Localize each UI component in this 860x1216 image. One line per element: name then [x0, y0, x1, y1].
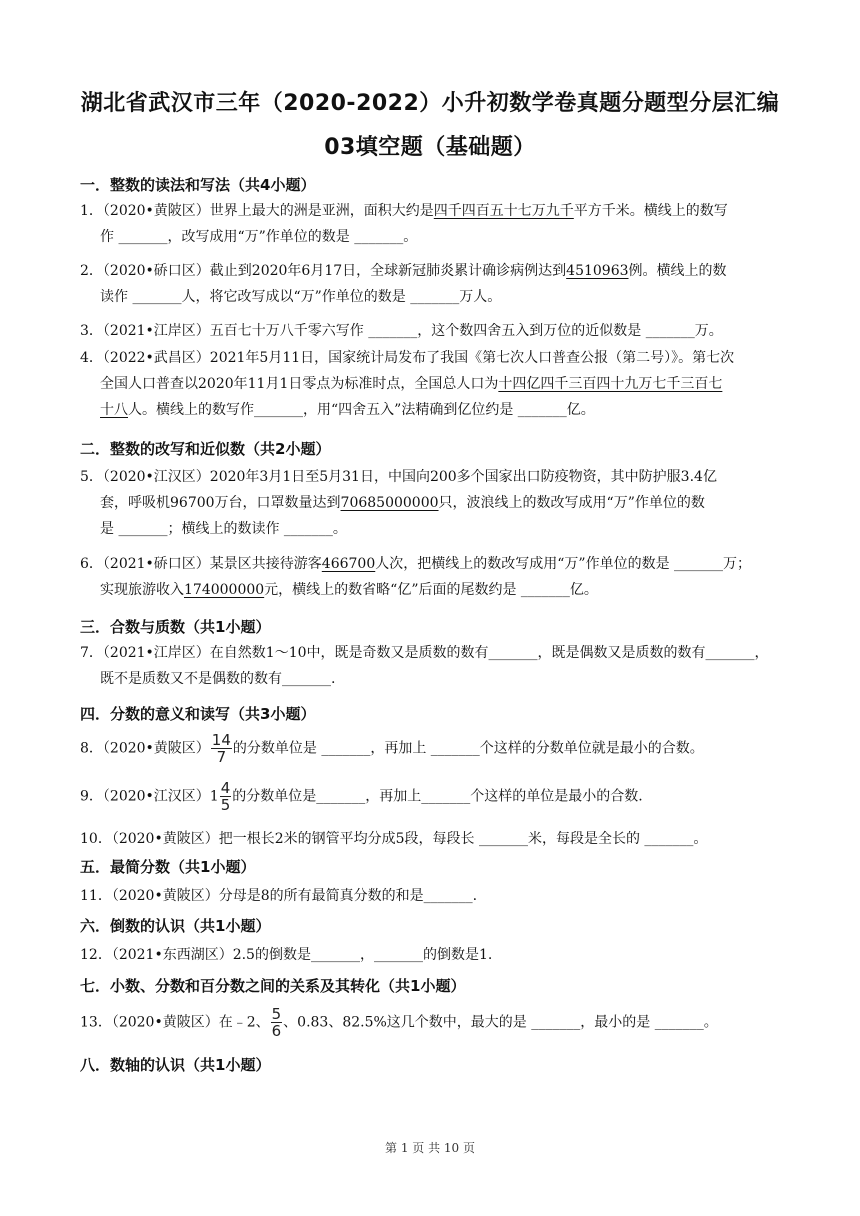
question-2: 2．（2020•硚口区）截止到2020年6月17日，全球新冠肺炎累计确诊病例达到4510963例。横线上的数 读作 _______人，将它改写成以“万”作单位的数是 _______万人。: [80, 263, 727, 305]
wavy-underlined-text: 70685000000: [340, 495, 439, 511]
section-heading: 三．合数与质数（共1小题）: [80, 618, 271, 636]
question-1: 1．（2020•黄陂区）世界上最大的洲是亚洲，面积大约是四千四百五十七万九千平方千米。横线上的数写 作 _______，改写成用“万”作单位的数是 _______。: [80, 203, 728, 245]
question-7: 7．（2021•江岸区）在自然数1～10中，既是奇数又是质数的数有_______，既是偶数又是质数的数有_______， 既不是质数又不是偶数的数有_______.: [80, 645, 769, 687]
fraction: $\frac{5}{6}$: [271, 1005, 282, 1040]
question-13: 13．（2020•黄陂区）在﹣2、 $\frac{5}{6}$ 、0.83、82.5%这几个数中，最大的是 _______，最小的是 _______。: [80, 1005, 718, 1040]
section-heading: 八．数轴的认识（共1小题）: [80, 1056, 271, 1074]
question-6: 6．（2021•硚口区）某景区共接待游客466700人次，把横线上的数改写成用“万”作单位的数是 _______万； 实现旅游收入174000000元，横线上的数省略“亿”后面的尾数约是 _______亿。: [80, 556, 752, 598]
fraction: $\frac{14}{7}$: [211, 731, 231, 766]
question-10: 10．（2020•黄陂区）把一根长2米的钢管平均分成5段，每段长 _______米，每段是全长的 _______。: [80, 831, 708, 847]
underlined-text: 466700: [321, 556, 376, 572]
section-heading: 六．倒数的认识（共1小题）: [80, 917, 271, 935]
fraction: $\frac{4}{5}$: [220, 779, 231, 814]
question-9: 9．（2020•江汉区）1 $\frac{4}{5}$ 的分数单位是_______，再加上_______个这样的单位是最小的合数.: [80, 779, 643, 814]
question-5: 5．（2020•江汉区）2020年3月1日至5月31日，中国向200多个国家出口防疫物资，其中防护服3.4亿 套，呼吸机96700万台，口罩数量达到70685000000只，波浪线上的数改写成用“万”作单位的数 是 _______；横线上的数读作 _______。: [80, 469, 717, 537]
section-heading: 五．最简分数（共1小题）: [80, 858, 256, 876]
section-heading: 一．整数的读法和写法（共4小题）: [80, 176, 316, 194]
section-heading: 二．整数的改写和近似数（共2小题）: [80, 440, 331, 458]
question-12: 12．（2021•东西湖区）2.5的倒数是_______，_______的倒数是1.: [80, 947, 493, 963]
underlined-text: 四千四百五十七万九千: [433, 203, 574, 219]
underlined-text: 十四亿四千三百四十九万七千三百七: [498, 376, 723, 392]
document-title: 湖北省武汉市三年（2020-2022）小升初数学卷真题分题型分层汇编: [80, 91, 780, 116]
question-4: 4．（2022•武昌区）2021年5月11日，国家统计局发布了我国《第七次人口普查公报（第二号）》。第七次 全国人口普查以2020年11月1日零点为标准时点，全国总人口为十四亿四千三百四十九万七千三百七 十八人。横线上的数写作_______，用“四舍五入”法精确到亿位约是 _______亿。: [80, 350, 735, 418]
question-8: 8．（2020•黄陂区） $\frac{14}{7}$ 的分数单位是 _______，再加上 _______个这样的分数单位就是最小的合数。: [80, 731, 704, 766]
underlined-text: 4510963: [566, 263, 629, 279]
question-3: 3．（2021•江岸区）五百七十万八千零六写作 _______，这个数四舍五入到万位的近似数是 _______万。: [80, 323, 723, 339]
question-11: 11．（2020•黄陂区）分母是8的所有最简真分数的和是_______.: [80, 888, 478, 904]
section-heading: 四．分数的意义和读写（共3小题）: [80, 705, 316, 723]
underlined-text: 174000000: [184, 582, 265, 598]
section-heading: 七．小数、分数和百分数之间的关系及其转化（共1小题）: [80, 977, 466, 995]
underlined-text: 十八: [100, 402, 128, 418]
document-subtitle: 03填空题（基础题）: [324, 135, 536, 160]
page-footer: 第 1 页 共 10 页: [385, 1141, 475, 1155]
